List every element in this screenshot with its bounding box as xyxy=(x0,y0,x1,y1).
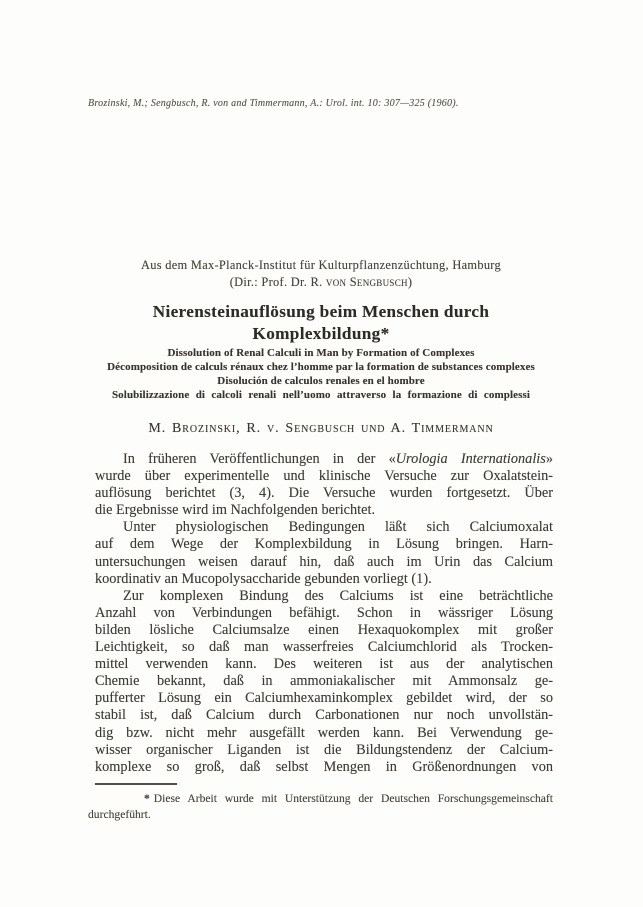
article-title-line2: Komplexbildung* xyxy=(252,324,390,343)
title-english: Dissolution of Renal Calculi in Man by Formation of Complexes xyxy=(167,347,475,359)
body-line: stabil ist, daß Calcium durch Carbonationen nur noch unvollstän- xyxy=(95,707,553,724)
footnote-text: Diese Arbeit wurde mit Unterstützung der Deutschen Forschungsgemeinschaft xyxy=(153,792,553,805)
body-line: koordinativ an Mucopolysaccharide gebunden vorliegt (1). xyxy=(95,570,432,587)
body-line: pufferter Lösung ein Calciumhexaminkomplex gebildet wird, der so xyxy=(95,690,553,707)
title-italian: Solubilizzazione di calcoli renali nell’uomo attraverso la formazione di complessi xyxy=(111,389,531,401)
body-line: Zur komplexen Bindung des Calciums ist eine beträchtliche xyxy=(123,587,553,604)
body-text xyxy=(95,451,553,776)
director-name: von Sengbusch xyxy=(325,274,408,289)
institute-block xyxy=(88,257,554,290)
title-spanish: Disolución de calculos renales en el hombre xyxy=(217,375,425,387)
body-line: Chemie bekannt, daß in ammoniakalischer mit Ammonsalz ge- xyxy=(95,673,553,690)
body-line xyxy=(95,451,553,468)
body-line: wisser organischer Liganden ist die Bildungstendenz der Calcium- xyxy=(95,741,553,758)
body-line: Anzahl von Verbindungen befähigt. Schon in wässriger Lösung xyxy=(95,604,553,621)
body-line: Leichtigkeit, so daß man wasserfreies Calciumchlorid als Trocken- xyxy=(95,639,553,656)
footnote-line xyxy=(88,791,553,807)
director-prefix: (Dir.: Prof. Dr. R. xyxy=(229,274,326,289)
footnote-rule xyxy=(95,783,177,785)
body-line: wurde über experimentelle und klinische Versuche zur Oxalatstein- xyxy=(95,468,553,485)
body-line: komplexe so groß, daß selbst Mengen in Größenordnungen von xyxy=(95,758,553,775)
authors-line: M. Brozinski, R. v. Sengbusch und A. Timmermann xyxy=(148,421,494,436)
footnote-asterisk: * xyxy=(144,792,150,805)
text-segment: In früheren Veröffentlichungen in der « xyxy=(123,451,396,467)
translated-titles xyxy=(88,346,554,402)
citation-header: Brozinski, M.; Sengbusch, R. von and Timmermann, A.: Urol. int. 10: 307—325 (1960). xyxy=(88,98,459,109)
article-title xyxy=(88,301,554,345)
footnote-line: durchgeführt. xyxy=(88,807,151,821)
italic-journal-name: Urologia Internationalis xyxy=(395,451,546,467)
institute-director-line xyxy=(88,274,554,291)
director-suffix: ) xyxy=(407,274,413,289)
body-line: auflösung berichtet (3, 4). Die Versuche wurden fortgesetzt. Über xyxy=(95,485,553,502)
footnote xyxy=(88,791,553,822)
body-line: Unter physiologischen Bedingungen läßt sich Calciumoxalat xyxy=(123,519,553,536)
body-line: auf dem Wege der Komplexbildung in Lösung bringen. Harn- xyxy=(95,536,553,553)
body-line: mittel verwenden kann. Des weiteren ist aus der analytischen xyxy=(95,656,553,673)
body-line: bilden lösliche Calciumsalze einen Hexaquokomplex mit großer xyxy=(95,621,553,638)
title-french: Décomposition de calculs rénaux chez l’homme par la formation de substances complexes xyxy=(107,361,535,373)
body-line: untersuchungen weisen darauf hin, daß auch im Urin das Calcium xyxy=(95,553,553,570)
body-line: die Ergebnisse wird im Nachfolgenden berichtet. xyxy=(95,502,376,519)
body-line: dig bzw. nicht mehr ausgefällt werden kann. Bei Verwendung ge- xyxy=(95,724,553,741)
article-title-line1: Nierensteinauflösung beim Menschen durch xyxy=(152,302,490,321)
text-segment: » xyxy=(545,451,553,467)
institute-line: Aus dem Max-Planck-Institut für Kulturpflanzenzüchtung, Hamburg xyxy=(140,258,502,272)
